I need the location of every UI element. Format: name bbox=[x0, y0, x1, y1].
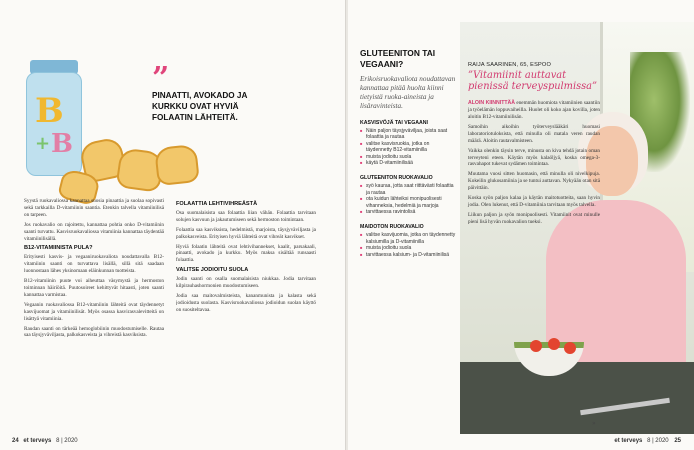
sidebar-group bbox=[360, 175, 456, 215]
sidebar-box bbox=[360, 48, 456, 388]
folio-left bbox=[12, 438, 78, 444]
issue: 8 | 2020 bbox=[56, 438, 78, 444]
interview-paragraph bbox=[468, 124, 600, 145]
interview-paragraph bbox=[468, 212, 600, 226]
body-paragraph: Jodin saanti on osalla suomalaisista niukkaa. Jodia tarvitaan kilpirauhashormonien muodostumiseen. bbox=[176, 276, 316, 290]
body-paragraph: Osa suomalaisista saa folaattia liian vähän. Folaattia tarvitaan solujen kasvuun ja jakautumiseen sekä hermoston toimintaan. bbox=[176, 209, 316, 223]
page-number: 24 bbox=[12, 438, 19, 444]
interview-paragraph bbox=[468, 195, 600, 209]
paragraph-text: Liikun paljon ja syön monipuolisesti. Vitamiinit ovat minulle pieni lisä hyvän ruokavalion tueksi. bbox=[468, 211, 600, 225]
magazine-name: et terveys bbox=[614, 438, 643, 444]
sidebar-bullet: ■ tarvittaessa ravintolisä bbox=[360, 209, 456, 215]
body-paragraph: B12-vitamiinin puute voi aiheuttaa väsymystä ja hermoston toiminnan häiriöitä. Puutosoireet kehittyvät hitaasti, joten saanti kannattaa varmistaa. bbox=[24, 278, 164, 298]
interview-paragraph bbox=[468, 100, 600, 121]
sidebar-bullet: ■ Näin paljon täysjyväviljaa, joista saat folaattia ja rautaa bbox=[360, 128, 456, 141]
interview-text bbox=[468, 100, 600, 226]
vitamin-jar-icon: B + B bbox=[26, 60, 82, 176]
body-paragraph: Vegaanin ruokavaliossa B12-vitamiinin lähteitä ovat täydennetyt kasvijuomat ja vitamiinilisät. Myös osassa kasvirasvalevitteitä on lisättyä vitamiinia. bbox=[24, 301, 164, 322]
paragraph-text: Muutama vuosi sitten huomasin, että minulla oli nivelkipuja. Kokeilin glukosamiinia ja se tuntui auttavan. Nykyään otan sitä päivittäin. bbox=[468, 171, 600, 192]
body-paragraph: Hyviä folaatin lähteitä ovat lehtivihannekset, kaalit, parsakaali, pinaatti, avokado ja kurkku. Myös maksa sisältää runsaasti folaattia. bbox=[176, 243, 316, 264]
interview-byline: RAIJA SAARINEN, 65, ESPOO bbox=[468, 62, 552, 68]
body-paragraph: Syystä ruokavaliossa kannattaa suosia pinaattia ja suolaa sopivasti sekä tarkkailla D-vitamiinin saantia. Etenkin talvella vitamiinilisä on tarpeen. bbox=[24, 198, 164, 218]
sidebar-bullet: ■ muista jodioitu suola bbox=[360, 154, 456, 160]
interview-title: ”Vitamiinit auttavat pienissä terveyspulmissa” bbox=[468, 70, 598, 92]
left-page bbox=[0, 0, 346, 450]
paragraph-text: Vaikka olenkin täysin terve, minusta on kiva tehdä jotain oman terveyteni eteen. Käytän myös kalaöljyä, koska omega-3-rasvahapot tukevat sydämen toimintaa. bbox=[468, 147, 600, 168]
subheading: B12-VITAMIINISTA PULA? bbox=[24, 245, 93, 252]
paragraph-text: enemmän huomiota vitamiinien saantiin ja työelämän loppuvaiheilla. Huolet oli koko ajan kovilla, joten aloitin B12-vitamiinilisän. bbox=[468, 100, 600, 120]
sidebar-bullet: ■ syö kauraa, jotta saat riittävästi folaattia ja rautaa bbox=[360, 183, 456, 196]
article-column-2 bbox=[176, 198, 316, 430]
sidebar-bullet: ■ muista jodioitu suola bbox=[360, 245, 456, 251]
folio-right bbox=[614, 438, 684, 444]
sidebar-bullet: ■ valitse kasvijuomia, jotka on täydennetty kalsiumilla ja D-vitamiinilla bbox=[360, 232, 456, 245]
sidebar-group-heading: KASVISVÖJÄ TAI VEGAANI bbox=[360, 120, 428, 126]
issue: 8 | 2020 bbox=[647, 438, 669, 444]
subheading: VALITSE JODIOITU SUOLA bbox=[176, 267, 249, 274]
sidebar-group bbox=[360, 224, 456, 258]
right-page bbox=[348, 0, 694, 450]
body-paragraph: Erityisesti kasvis- ja vegaaniruokavaliota noudattavalla B12-vitamiinin saanti on turvattava lisällä, sillä sitä saadaan luonnostaan lähes yksinomaan eläinkunnan tuotteista. bbox=[24, 254, 164, 275]
sidebar-group bbox=[360, 120, 456, 166]
sidebar-bullet: ■ valitse kasvisruokia, jotka on täydennetty B12-vitamiinilla bbox=[360, 141, 456, 154]
magazine-name: et terveys bbox=[23, 438, 52, 444]
interview-paragraph bbox=[468, 171, 600, 192]
portrait-photo bbox=[460, 22, 694, 434]
article-column-1 bbox=[24, 198, 164, 430]
interview-box bbox=[468, 62, 600, 434]
pull-quote: PINAATTI, AVOKADO JA KURKKU OVAT HYVIÄ FOLAATIN LÄHTEITÄ. bbox=[152, 91, 248, 122]
body-paragraph: Jodia saa maitovalmisteista, kananmunista ja kalasta sekä jodioidusta suolasta. Kasvisruokavaliossa jodioidun suolan käyttö on suositeltavaa. bbox=[176, 292, 316, 313]
sidebar-group-heading: GLUTEENITON RUOKAVALIO bbox=[360, 175, 433, 182]
quote-mark: ” bbox=[152, 61, 170, 96]
sidebar-bullet: ■ tarvittaessa kalsium- ja D-vitamiinilisä bbox=[360, 252, 456, 258]
subheading: FOLAATTIA LEHTIVIHREÄSTÄ bbox=[176, 201, 258, 207]
body-paragraph: Jos ruokavalio on rajoitettu, kannattaa pohtia onko D-vitamiinin saanti turvattu. Kasvisruokavaliossa vitamiinia kannattaa täydentää vitamiinilisällä. bbox=[24, 221, 164, 242]
vitamin-illustration bbox=[12, 52, 212, 202]
sidebar-group-heading: MAIDOTON RUOKAVALIO bbox=[360, 224, 424, 231]
page-number: 25 bbox=[674, 438, 681, 444]
sidebar-bullet: ■ ota kuidun lähteiksi monipuolisesti vihanneksia, hedelmiä ja marjoja bbox=[360, 196, 456, 209]
body-paragraph: Folaattia saa kasviksista, hedelmistä, marjoista, täysjyväviljasta ja palkokasveista. Erityisen hyviä lähteitä ovat vihreät kasvikset. bbox=[176, 226, 316, 240]
bread-icon bbox=[154, 144, 200, 186]
lead-in: ALOIN KIINNITTÄÄ bbox=[468, 100, 516, 107]
paragraph-text: Koska syön paljon kalaa ja käytän maitotuotteita, saan hyvin jodia. Olen lukenut, että D-vitamiinia tarvitaan myös talvella. bbox=[468, 195, 600, 208]
sidebar-title: GLUTEENITON TAI VEGAANI? bbox=[360, 48, 436, 69]
interview-paragraph bbox=[468, 148, 600, 169]
paragraph-text: Samoihin aikoihin työterveyslääkäri huomasi laboratoriotuloksista, että minulla oli matala veren raudan määrä. Aloitin rautavalmisteen. bbox=[468, 123, 600, 144]
body-paragraph: Raudan saanti on tärkeää hemoglobiinin muodostumiselle. Rautaa saa täysjyväviljasta, palkokasveista ja vihreistä kasviksista. bbox=[24, 325, 164, 339]
sidebar-bullet: ■ käytä D-vitamiinilisää bbox=[360, 160, 456, 166]
sidebar-intro: Erikoisruokavaliota noudattavan kannattaa pitää huolta kiinni tietyistä ruoka-aineista ja lisäravinteista. bbox=[360, 75, 456, 110]
continue-arrow-icon: » bbox=[592, 420, 596, 427]
